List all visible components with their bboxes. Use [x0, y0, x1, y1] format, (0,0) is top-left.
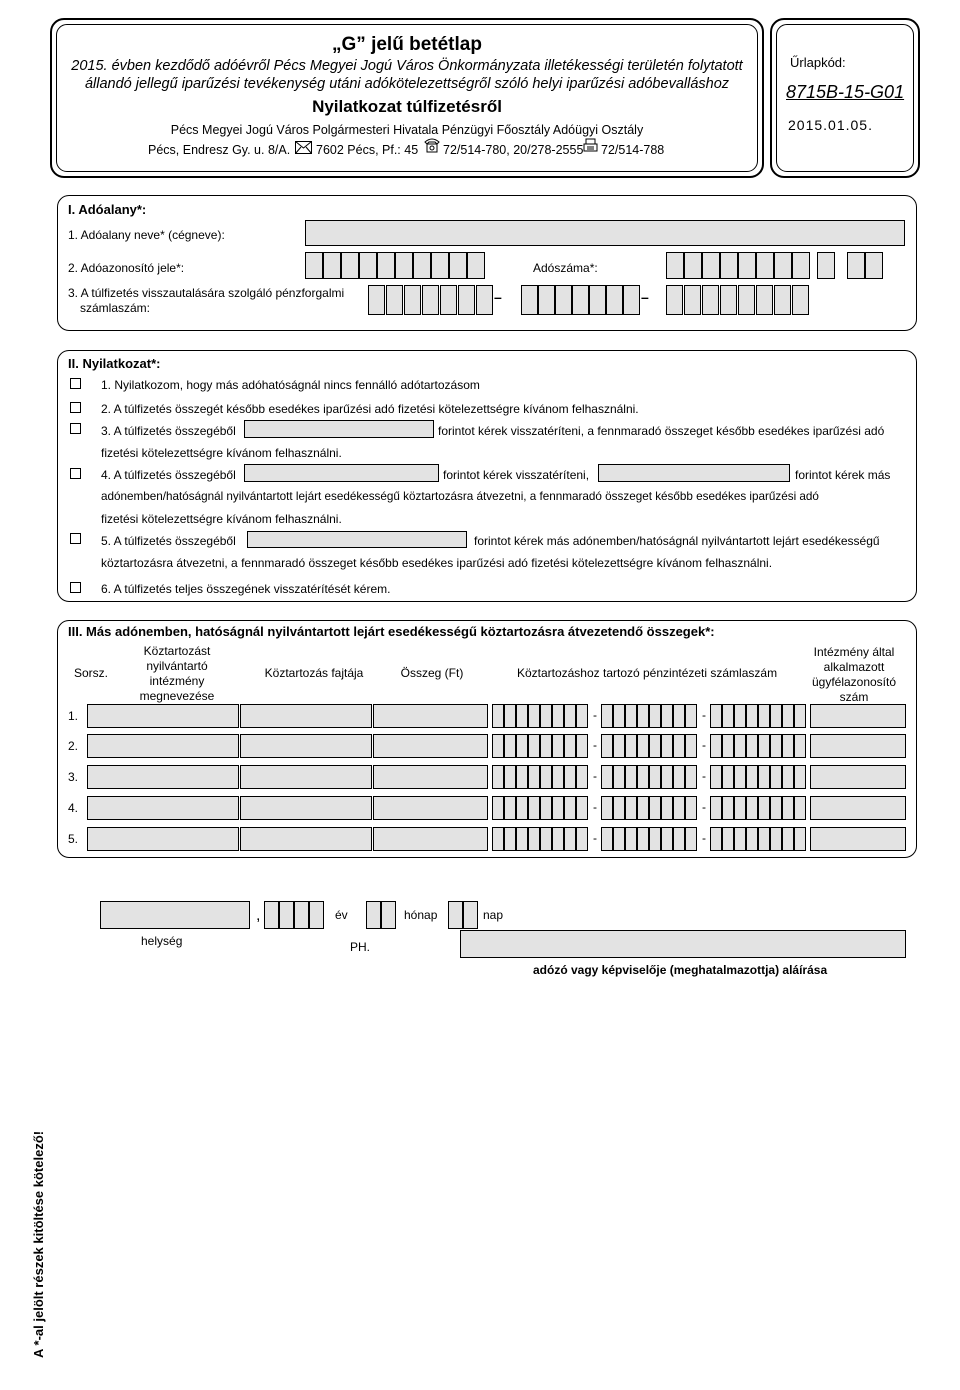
debt-account-cell[interactable] [625, 796, 637, 820]
debt-amount-input[interactable] [373, 827, 488, 851]
declaration-4-refund-amount[interactable] [244, 464, 439, 482]
declaration-3-text-a: 3. A túlfizetés összegéből [101, 424, 236, 438]
debt-account-cell[interactable] [782, 796, 794, 820]
debt-account-cell[interactable] [782, 765, 794, 789]
declaration-5-checkbox[interactable] [70, 533, 81, 544]
debt-account-cell[interactable] [552, 827, 564, 851]
debt-account-cell[interactable] [601, 765, 613, 789]
debt-account-cell[interactable] [492, 734, 504, 758]
debt-account-cell[interactable] [552, 734, 564, 758]
debt-account-cell[interactable] [722, 765, 734, 789]
debt-account-cell[interactable] [673, 765, 685, 789]
taxpayer-name-label: 1. Adóalany neve* (cégneve): [68, 228, 225, 242]
debt-client-id-input[interactable] [810, 827, 906, 851]
bank-account-cell[interactable] [538, 285, 555, 315]
bank-account-cell[interactable] [572, 285, 589, 315]
debt-account-cell[interactable] [504, 704, 516, 728]
bank-account-cell[interactable] [606, 285, 623, 315]
debt-account-cell[interactable] [746, 796, 758, 820]
tax-id-cell[interactable] [467, 252, 485, 279]
bank-account-cell[interactable] [623, 285, 640, 315]
debt-account-cell[interactable] [794, 796, 806, 820]
debt-account-cell[interactable] [746, 704, 758, 728]
year-digit-1[interactable] [264, 901, 279, 929]
tax-number-cell[interactable] [684, 252, 702, 279]
debt-account-cell[interactable] [685, 827, 697, 851]
declaration-5-text-c: köztartozásra átvezetni, a fennmaradó összeget később esedékes iparűzési adó fizetési kötelezettségre kívánom felhasználni. [101, 556, 773, 570]
debt-account-cell[interactable] [504, 765, 516, 789]
debt-account-cell[interactable] [758, 765, 770, 789]
declaration-4-text-c: forintot kérek más [795, 468, 891, 482]
bank-account-cell[interactable] [404, 285, 421, 315]
debt-account-cell[interactable] [528, 796, 540, 820]
debt-account-cell[interactable] [758, 704, 770, 728]
tax-id-cell[interactable] [341, 252, 359, 279]
debt-account-cell[interactable] [516, 765, 528, 789]
col-header-client-id-3: ügyfélazonosító [811, 675, 897, 689]
debt-account-cell[interactable] [504, 796, 516, 820]
debt-account-cell[interactable] [528, 734, 540, 758]
debt-account-cell[interactable] [576, 734, 588, 758]
bank-account-cell[interactable] [774, 285, 791, 315]
tax-number-cell[interactable] [847, 252, 865, 279]
bank-account-cell[interactable] [738, 285, 755, 315]
debt-account-cell[interactable] [613, 796, 625, 820]
col-header-amount: Összeg (Ft) [400, 666, 464, 680]
debt-account-cell[interactable] [540, 734, 552, 758]
declaration-3-text-b: forintot kérek visszatéríteni, a fennmaradó összeget később esedékes iparűzési adó [438, 424, 885, 438]
bank-account-cell[interactable] [458, 285, 475, 315]
debt-account-cell[interactable] [564, 765, 576, 789]
bank-account-cell[interactable] [555, 285, 572, 315]
signature-label: adózó vagy képviselője (meghatalmazottja) aláírása [533, 963, 828, 977]
debt-client-id-input[interactable] [810, 704, 906, 728]
debt-account-cell[interactable] [625, 765, 637, 789]
date-comma: , [256, 907, 261, 924]
debt-account-cell[interactable] [734, 704, 746, 728]
debt-account-cell[interactable] [576, 765, 588, 789]
debt-account-cell[interactable] [734, 734, 746, 758]
year-digit-4[interactable] [309, 901, 324, 929]
debt-row-number: 2. [68, 739, 79, 753]
debt-type-input[interactable] [240, 765, 372, 789]
signature-input[interactable] [460, 930, 906, 958]
declaration-6-checkbox[interactable] [70, 582, 81, 593]
tax-id-label: 2. Adóazonosító jele*: [68, 261, 185, 275]
debt-account-cell[interactable] [661, 765, 673, 789]
debt-account-cell[interactable] [516, 796, 528, 820]
place-input[interactable] [100, 901, 250, 929]
debt-account-cell[interactable] [710, 734, 722, 758]
bank-account-cell[interactable] [756, 285, 773, 315]
office-phone: 72/514-780, 20/278-2555 [443, 143, 584, 157]
office-address: Pécs, Endresz Gy. u. 8/A. [148, 143, 291, 157]
tax-id-cell[interactable] [413, 252, 431, 279]
section-3-title: III. Más adónemben, hatóságnál nyilvántartott lejárt esedékességű köztartozásra átvezetendő összegek*: [68, 624, 715, 639]
debt-account-cell[interactable] [601, 704, 613, 728]
debt-row-number: 3. [68, 770, 79, 784]
debt-account-cell[interactable] [782, 734, 794, 758]
bank-account-dash-1: – [494, 289, 502, 305]
debt-amount-input[interactable] [373, 765, 488, 789]
bank-account-label-2: számlaszám: [80, 301, 151, 315]
mandatory-note: A *-al jelölt részek kitöltése kötelező! [31, 1130, 46, 1358]
debt-account-dash: - [593, 800, 597, 814]
debt-account-cell[interactable] [528, 704, 540, 728]
debt-account-cell[interactable] [504, 734, 516, 758]
debt-account-cell[interactable] [770, 765, 782, 789]
debt-account-cell[interactable] [710, 827, 722, 851]
debt-account-cell[interactable] [625, 734, 637, 758]
debt-account-cell[interactable] [637, 734, 649, 758]
debt-row-number: 5. [68, 832, 79, 846]
day-digit-2[interactable] [463, 901, 478, 929]
declaration-4-text-d: adónemben/hatóságnál nyilvántartott lejárt esedékességű köztartozásra átvezetni, a fennmaradó összeget később esedékes iparűzési adó [101, 490, 819, 503]
year-label: év [335, 908, 348, 922]
debt-account-cell[interactable] [564, 704, 576, 728]
debt-account-cell[interactable] [637, 765, 649, 789]
form-code: 8715B-15-G01 [786, 82, 905, 102]
debt-account-cell[interactable] [637, 704, 649, 728]
declaration-4-checkbox[interactable] [70, 468, 81, 479]
debt-account-cell[interactable] [613, 734, 625, 758]
debt-account-cell[interactable] [770, 796, 782, 820]
debt-account-cell[interactable] [613, 765, 625, 789]
debt-client-id-input[interactable] [810, 734, 906, 758]
debt-account-cell[interactable] [576, 827, 588, 851]
debt-account-cell[interactable] [637, 827, 649, 851]
taxpayer-name-input[interactable] [305, 220, 905, 246]
debt-account-cell[interactable] [540, 704, 552, 728]
declaration-2-checkbox[interactable] [70, 402, 81, 413]
tax-number-cell[interactable] [774, 252, 792, 279]
tax-id-cell[interactable] [359, 252, 377, 279]
debt-account-cell[interactable] [601, 796, 613, 820]
debt-account-cell[interactable] [673, 704, 685, 728]
declaration-3-checkbox[interactable] [70, 423, 81, 434]
debt-account-cell[interactable] [516, 704, 528, 728]
form-date: 2015.01.05. [788, 117, 873, 133]
col-header-institution-1: Köztartozást [143, 644, 211, 658]
bank-account-dash-2: – [641, 289, 649, 305]
tax-number-cell[interactable] [756, 252, 774, 279]
office-fax: 72/514-788 [601, 143, 665, 157]
phone-icon [423, 137, 441, 156]
debt-account-cell[interactable] [710, 796, 722, 820]
debt-account-cell[interactable] [746, 827, 758, 851]
col-header-client-id-1: Intézmény által [813, 645, 895, 659]
bank-account-cell[interactable] [720, 285, 737, 315]
header-subtitle-1: 2015. évben kezdődő adóévről Pécs Megyei Jogú Város Önkormányzata illetékességi területén folytatott [71, 58, 743, 74]
debt-account-cell[interactable] [504, 827, 516, 851]
declaration-2-text: 2. A túlfizetés összegét később esedékes iparűzési adó fizetési kötelezettségre kívánom felhasználni. [101, 402, 639, 416]
envelope-icon [295, 141, 312, 157]
debt-account-cell[interactable] [722, 704, 734, 728]
bank-account-cell[interactable] [422, 285, 439, 315]
debt-account-dash: - [593, 738, 597, 752]
declaration-5-transfer-amount[interactable] [247, 531, 467, 548]
debt-account-cell[interactable] [794, 704, 806, 728]
debt-account-cell[interactable] [782, 827, 794, 851]
month-label: hónap [404, 908, 438, 922]
fax-icon [583, 138, 598, 157]
col-header-institution-3: intézmény [149, 674, 205, 688]
debt-account-cell[interactable] [794, 765, 806, 789]
tax-number-cell[interactable] [738, 252, 756, 279]
header-subtitle-2: állandó jellegű iparűzési tevékenység utáni adókötelezettségről szóló helyi iparűzési adóbevalláshoz [84, 76, 730, 92]
form-name: Nyilatkozat túlfizetésről [312, 97, 502, 116]
debt-institution-input[interactable] [87, 796, 239, 820]
debt-type-input[interactable] [240, 827, 372, 851]
col-header-client-id-2: alkalmazott [823, 660, 885, 674]
debt-institution-input[interactable] [87, 765, 239, 789]
debt-account-cell[interactable] [564, 827, 576, 851]
debt-account-cell[interactable] [637, 796, 649, 820]
debt-account-cell[interactable] [685, 704, 697, 728]
debt-account-cell[interactable] [782, 704, 794, 728]
debt-account-dash: - [702, 800, 706, 814]
debt-account-cell[interactable] [613, 704, 625, 728]
debt-account-cell[interactable] [710, 765, 722, 789]
bank-account-cell[interactable] [476, 285, 493, 315]
debt-account-cell[interactable] [673, 827, 685, 851]
debt-account-cell[interactable] [746, 765, 758, 789]
tax-id-cell[interactable] [449, 252, 467, 279]
place-label: helység [141, 934, 183, 948]
debt-institution-input[interactable] [87, 734, 239, 758]
debt-account-dash: - [702, 708, 706, 722]
declaration-1-checkbox[interactable] [70, 378, 81, 389]
debt-account-cell[interactable] [722, 734, 734, 758]
declaration-3-refund-amount[interactable] [244, 420, 434, 438]
debt-account-cell[interactable] [552, 796, 564, 820]
stamp-label: PH. [350, 940, 371, 954]
bank-account-cell[interactable] [702, 285, 719, 315]
debt-account-cell[interactable] [722, 827, 734, 851]
debt-account-cell[interactable] [613, 827, 625, 851]
debt-account-cell[interactable] [649, 796, 661, 820]
debt-row-number: 1. [68, 709, 79, 723]
debt-account-dash: - [702, 738, 706, 752]
declaration-3-text-c: fizetési kötelezettségre kívánom felhasználni. [101, 446, 342, 460]
debt-account-dash: - [702, 769, 706, 783]
bank-account-cell[interactable] [440, 285, 457, 315]
debt-amount-input[interactable] [373, 704, 488, 728]
tax-number-cell[interactable] [817, 252, 835, 279]
declaration-5-text-a: 5. A túlfizetés összegéből [101, 534, 236, 548]
debt-account-cell[interactable] [758, 796, 770, 820]
debt-account-cell[interactable] [649, 765, 661, 789]
debt-account-cell[interactable] [794, 827, 806, 851]
debt-account-dash: - [593, 769, 597, 783]
col-header-sorsz: Sorsz. [73, 666, 108, 680]
debt-account-cell[interactable] [685, 734, 697, 758]
declaration-6-text: 6. A túlfizetés teljes összegének visszatérítését kérem. [101, 582, 391, 596]
debt-account-cell[interactable] [770, 734, 782, 758]
col-header-institution-4: megnevezése [139, 689, 215, 703]
debt-account-dash: - [593, 831, 597, 845]
tax-id-cell[interactable] [395, 252, 413, 279]
debt-account-cell[interactable] [661, 796, 673, 820]
debt-client-id-input[interactable] [810, 796, 906, 820]
declaration-4-transfer-amount[interactable] [598, 464, 790, 482]
debt-account-cell[interactable] [746, 734, 758, 758]
debt-account-cell[interactable] [564, 734, 576, 758]
debt-account-dash: - [702, 831, 706, 845]
office-name: Pécs Megyei Jogú Város Polgármesteri Hivatala Pénzügyi Főosztály Adóügyi Osztály [170, 123, 644, 137]
tax-id-cell[interactable] [377, 252, 395, 279]
debt-row-number: 4. [68, 801, 79, 815]
declaration-4-text-a: 4. A túlfizetés összegéből [101, 468, 236, 482]
debt-account-cell[interactable] [770, 827, 782, 851]
debt-account-cell[interactable] [758, 827, 770, 851]
tax-number-cell[interactable] [666, 252, 684, 279]
debt-account-cell[interactable] [661, 704, 673, 728]
debt-account-cell[interactable] [601, 734, 613, 758]
debt-account-cell[interactable] [758, 734, 770, 758]
debt-account-cell[interactable] [552, 704, 564, 728]
debt-account-cell[interactable] [722, 796, 734, 820]
month-digit-2[interactable] [381, 901, 396, 929]
declaration-1-text: 1. Nyilatkozom, hogy más adóhatóságnál nincs fennálló adótartozásom [101, 378, 480, 392]
tax-id-cell[interactable] [305, 252, 323, 279]
tax-number-cell[interactable] [865, 252, 883, 279]
debt-account-cell[interactable] [685, 765, 697, 789]
debt-account-cell[interactable] [601, 827, 613, 851]
debt-account-cell[interactable] [770, 704, 782, 728]
debt-account-dash: - [593, 708, 597, 722]
office-postbox: 7602 Pécs, Pf.: 45 [316, 143, 419, 157]
debt-account-cell[interactable] [673, 734, 685, 758]
debt-account-cell[interactable] [649, 827, 661, 851]
debt-account-cell[interactable] [649, 704, 661, 728]
month-digit-1[interactable] [366, 901, 381, 929]
page-title: „G” jelű betétlap [332, 34, 482, 55]
debt-amount-input[interactable] [373, 734, 488, 758]
tax-number-label: Adószáma*: [533, 261, 598, 275]
col-header-debt-type: Köztartozás fajtája [264, 666, 364, 680]
debt-account-cell[interactable] [649, 734, 661, 758]
year-digit-3[interactable] [294, 901, 309, 929]
debt-account-cell[interactable] [492, 765, 504, 789]
debt-account-cell[interactable] [734, 796, 746, 820]
debt-account-cell[interactable] [528, 765, 540, 789]
debt-account-cell[interactable] [528, 827, 540, 851]
col-header-institution-2: nyilvántartó [146, 659, 208, 673]
debt-account-cell[interactable] [540, 827, 552, 851]
debt-institution-input[interactable] [87, 827, 239, 851]
debt-type-input[interactable] [240, 704, 372, 728]
tax-number-cell[interactable] [792, 252, 810, 279]
section-2-title: II. Nyilatkozat*: [68, 356, 161, 371]
debt-account-cell[interactable] [576, 704, 588, 728]
debt-account-cell[interactable] [576, 796, 588, 820]
debt-account-cell[interactable] [516, 734, 528, 758]
bank-account-cell[interactable] [386, 285, 403, 315]
debt-account-cell[interactable] [492, 796, 504, 820]
debt-account-cell[interactable] [661, 734, 673, 758]
tax-number-cell[interactable] [720, 252, 738, 279]
col-header-account: Köztartozáshoz tartozó pénzintézeti számlaszám [516, 666, 778, 680]
declaration-4-text-b: forintot kérek visszatéríteni, [443, 468, 590, 482]
declaration-4-text-e: fizetési kötelezettségre kívánom felhasználni. [101, 512, 342, 526]
tax-id-cell[interactable] [431, 252, 449, 279]
debt-account-cell[interactable] [661, 827, 673, 851]
debt-type-input[interactable] [240, 734, 372, 758]
debt-account-cell[interactable] [540, 765, 552, 789]
form-code-label: Űrlapkód: [790, 55, 846, 70]
day-label: nap [483, 908, 504, 922]
bank-account-cell[interactable] [684, 285, 701, 315]
bank-account-cell[interactable] [521, 285, 538, 315]
debt-account-cell[interactable] [516, 827, 528, 851]
section-1-title: I. Adóalany*: [68, 202, 147, 217]
debt-account-cell[interactable] [794, 734, 806, 758]
day-digit-1[interactable] [448, 901, 463, 929]
debt-account-cell[interactable] [552, 765, 564, 789]
col-header-client-id-4: szám [839, 690, 869, 704]
bank-account-cell[interactable] [666, 285, 683, 315]
tax-id-cell[interactable] [323, 252, 341, 279]
debt-account-cell[interactable] [734, 827, 746, 851]
debt-account-cell[interactable] [625, 704, 637, 728]
bank-account-cell[interactable] [368, 285, 385, 315]
debt-account-cell[interactable] [710, 704, 722, 728]
debt-account-cell[interactable] [673, 796, 685, 820]
debt-account-cell[interactable] [625, 827, 637, 851]
debt-client-id-input[interactable] [810, 765, 906, 789]
debt-type-input[interactable] [240, 796, 372, 820]
debt-account-cell[interactable] [564, 796, 576, 820]
debt-account-cell[interactable] [685, 796, 697, 820]
tax-number-cell[interactable] [702, 252, 720, 279]
bank-account-cell[interactable] [792, 285, 809, 315]
debt-account-cell[interactable] [492, 827, 504, 851]
debt-institution-input[interactable] [87, 704, 239, 728]
bank-account-cell[interactable] [589, 285, 606, 315]
debt-account-cell[interactable] [540, 796, 552, 820]
debt-account-cell[interactable] [734, 765, 746, 789]
debt-amount-input[interactable] [373, 796, 488, 820]
year-digit-2[interactable] [279, 901, 294, 929]
bank-account-label-1: 3. A túlfizetés visszautalására szolgáló pénzforgalmi [68, 286, 345, 300]
declaration-5-text-b: forintot kérek más adónemben/hatóságnál nyilvántartott lejárt esedékességű [474, 534, 880, 548]
debt-account-cell[interactable] [492, 704, 504, 728]
